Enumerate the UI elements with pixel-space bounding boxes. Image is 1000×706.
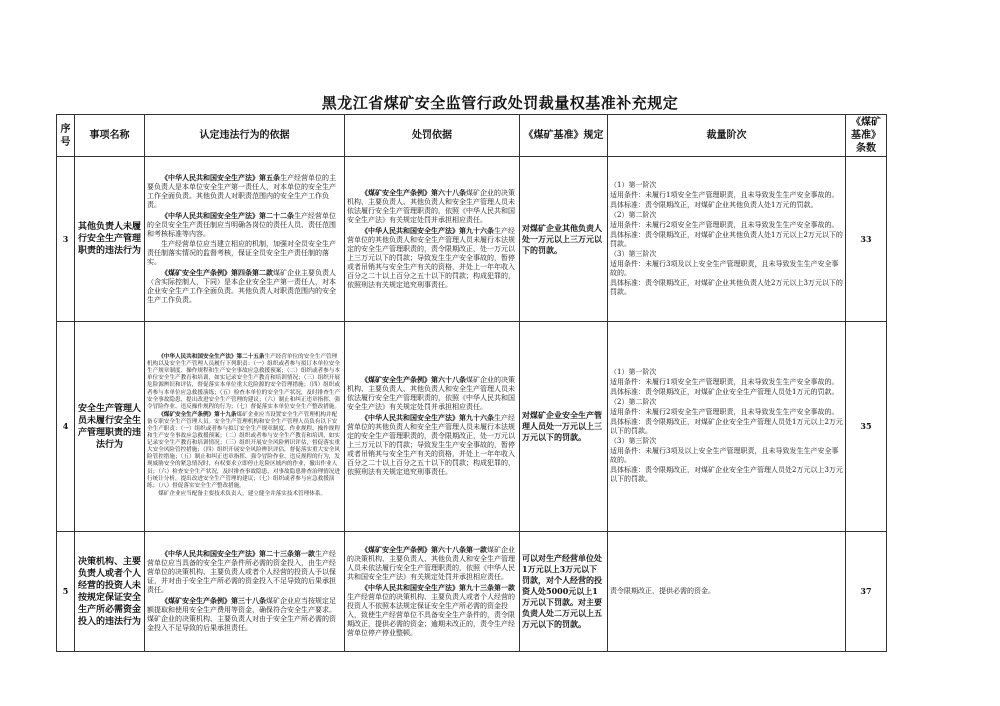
- row-article-number: 35: [846, 322, 887, 532]
- penalty-table: [56, 114, 887, 652]
- table-row: [57, 532, 887, 652]
- row-penalty: 《煤矿安全生产条例》第六十八条第一款煤矿企业的决策机构、主要负责人、其他负责人和安全生产管理人员未依法履行安全生产管理职责的，依照《中华人民共和国安全生产法》有关规定处罚并承担相应责任。 《中华人民共和国安全生产法》第九十三条第一款生产经营单位的决策机构、主要负责人或者个人经营的投资人不依照本法规定保证安全生产所必需的资金投入，致使生产经营单位不具备安全生产条件的，责令限期改正，提供必需的资金；逾期未改正的，责令生产经营单位停产停业整顿。: [345, 532, 520, 652]
- header-basis: 认定违法行为的依据: [145, 115, 345, 157]
- row-seq: 5: [57, 532, 75, 652]
- row-standard: 对煤矿企业安全生产管理人员处一万元以上三万元以下的罚款。: [520, 322, 608, 532]
- row-discretion: 责令限期改正，提供必需的资金。: [608, 532, 846, 652]
- row-discretion: （1）第一阶次 适用条件：未履行1项安全生产管理职责，且未导致发生生产安全事故的。 具体标准：责令限期改正，对煤矿企业其他负责人处1万元的罚款。 （2）第二阶次 适用条件：未履行2项安全生产管理职责，且未导致发生生产安全事故的。 具体标准：责令限期改正，对煤矿企业其他负责人处1万元以上2万元以下的罚款。 （3）第三阶次 适用条件：未履行3项及以上安全生产管理职责，且未导致发生生产安全事故的。 具体标准：责令限期改正，对煤矿企业其他负责人处2万元以上3万元以下的罚款。: [608, 157, 846, 322]
- table-header-row: [57, 115, 887, 157]
- row-basis: 《中华人民共和国安全生产法》第二十五条生产经营单位的安全生产管理机构以及安全生产管理人员履行下列职责：（一）组织或者参与拟订本单位安全生产规章制度、操作规程和生产安全事故应急救援预案；（二）组织或者参与本单位安全生产教育和培训，如实记录安全生产教育和培训情况；（三）组织开展危险源辨识和评估，督促落实本单位重大危险源的安全管理措施；（四）组织或者参与本单位应急救援演练；（五）检查本单位的安全生产状况，及时排查生产安全事故隐患，提出改进安全生产管理的建议；（六）制止和纠正违章指挥、强令冒险作业、违反操作规程的行为；（七）督促落实本单位安全生产整改措施。 《煤矿安全生产条例》第十九条煤矿企业应当设置安全生产管理机构并配备专职安全生产管理人员。安全生产管理机构和安全生产管理人员负有以下安全生产职责：（一）组织或者参与拟订安全生产规章制度、作业规程、操作规程和生产安全事故应急救援预案；（二）组织或者参与安全生产教育和培训，如实记录安全生产教育和培训情况；（三）组织开展安全风险辨识评估，督促落实重大安全风险管控措施；（四）组织开展安全风险辨识评估，督促落实重大安全风险管控措施；（五）制止和纠正违章指挥、强令冒险作业、违反规程的行为，发现威胁安全的紧急情况时，有权要求立即停止危险区域内的作业，撤出作业人员；（六）检查安全生产状况，及时排查事故隐患，对事故隐患排查治理情况进行统计分析，提出改进安全生产管理的建议；（七）组织或者参与应急救援演练；（八）督促落实安全生产整改措施。 煤矿企业应当配备主要技术负责人，建立健全并落实技术管理体系。: [145, 322, 345, 532]
- header-article: 《煤矿基准》条数: [846, 115, 887, 157]
- header-std: 《煤矿基准》规定: [520, 115, 608, 157]
- row-penalty: 《煤矿安全生产条例》第六十八条煤矿企业的决策机构、主要负责人、其他负责人和安全生产管理人员未依法履行安全生产管理职责的，依照《中华人民共和国安全生产法》有关规定处罚并承担相应责任。 《中华人民共和国安全生产法》第九十六条生产经营单位的其他负责人和安全生产管理人员未履行本法规定的安全生产管理职责的，责令限期改正，处一万元以上三万元以下的罚款；导致发生生产安全事故的，暂停或者吊销其与安全生产有关的资格，并处上一年年收入百分之二十以上百分之五十以下的罚款；构成犯罪的，依照刑法有关规定追究刑事责任。: [345, 157, 520, 322]
- row-standard: 对煤矿企业其他负责人处一万元以上三万元以下的罚款。: [520, 157, 608, 322]
- row-basis: 《中华人民共和国安全生产法》第二十三条第一款生产经营单位应当具备的安全生产条件所必需的资金投入，由生产经营单位的决策机构、主要负责人或者个人经营的投资人予以保证，并对由于安全生产所必需的资金投入不足导致的后果承担责任。 《煤矿安全生产条例》第三十八条煤矿企业应当按规定足额提取和使用安全生产费用等资金，确保符合安全生产要求。煤矿企业的决策机构、主要负责人对由于安全生产所必需的资金投入不足导致的后果承担责任。: [145, 532, 345, 652]
- row-article-number: 33: [846, 157, 887, 322]
- row-item-name: 决策机构、主要负责人或者个人经营的投资人未按规定保证安全生产所必需资金投入的违法行为: [75, 532, 145, 652]
- header-seq: 序号: [57, 115, 75, 157]
- row-item-name: 安全生产管理人员未履行安全生产管理职责的违法行为: [75, 322, 145, 532]
- row-item-name: 其他负责人未履行安全生产管理职责的违法行为: [75, 157, 145, 322]
- row-penalty: 《煤矿安全生产条例》第六十八条煤矿企业的决策机构、主要负责人、其他负责人和安全生产管理人员未依法履行安全生产管理职责的，依照《中华人民共和国安全生产法》有关规定处罚并承担相应责任。 《中华人民共和国安全生产法》第九十六条生产经营单位的其他负责人和安全生产管理人员未履行本法规定的安全生产管理职责的，责令限期改正，处一万元以上三万元以下的罚款；导致发生生产安全事故的，暂停或者吊销其与安全生产有关的资格，并处上一年年收入百分之二十以上百分之五十以下的罚款；构成犯罪的，依照刑法有关规定追究刑事责任。: [345, 322, 520, 532]
- document-title: 黑龙江省煤矿安全监管行政处罚裁量权基准补充规定: [321, 94, 679, 112]
- row-discretion: （1）第一阶次 适用条件：未履行1项安全生产管理职责，且未导致发生生产安全事故的。 具体标准：责令限期改正，对煤矿企业安全生产管理人员处1万元的罚款。 （2）第二阶次 适用条件：未履行2项安全生产管理职责，且未导致发生生产安全事故的。 具体标准：责令限期改正，对煤矿企业安全生产管理人员处1万元以上2万元以下的罚款。 （3）第三阶次 适用条件：未履行3项及以上安全生产管理职责，且未导致发生生产安全事故的。 具体标准：责令限期改正，对煤矿企业安全生产管理人员处2万元以上3万元以下的罚款。: [608, 322, 846, 532]
- header-penalty: 处罚依据: [345, 115, 520, 157]
- row-seq: 3: [57, 157, 75, 322]
- table-row: [57, 157, 887, 322]
- row-standard: 可以对生产经营单位处1万元以上3万元以下罚款，对个人经营的投资人处5000元以上1万元以下罚款。对主要负责人处二万元以上五万元以下的罚款。: [520, 532, 608, 652]
- header-discretion: 裁量阶次: [608, 115, 846, 157]
- header-item: 事项名称: [75, 115, 145, 157]
- row-basis: 《中华人民共和国安全生产法》第五条生产经营单位的主要负责人是本单位安全生产第一责任人，对本单位的安全生产工作全面负责。其他负责人对职责范围内的安全生产工作负责。 《中华人民共和国安全生产法》第二十二条生产经营单位的全员安全生产责任制应当明确各岗位的责任人员、责任范围和考核标准等内容。 生产经营单位应当建立相应的机制，加强对全员安全生产责任制落实情况的监督考核，保证全员安全生产责任制的落实。 《煤矿安全生产条例》第四条第二款煤矿企业主要负责人（含实际控制人，下同）是本企业安全生产第一责任人，对本企业安全生产工作全面负责。其他负责人对职责范围内的安全生产工作负责。: [145, 157, 345, 322]
- table-row: [57, 322, 887, 532]
- row-seq: 4: [57, 322, 75, 532]
- row-article-number: 37: [846, 532, 887, 652]
